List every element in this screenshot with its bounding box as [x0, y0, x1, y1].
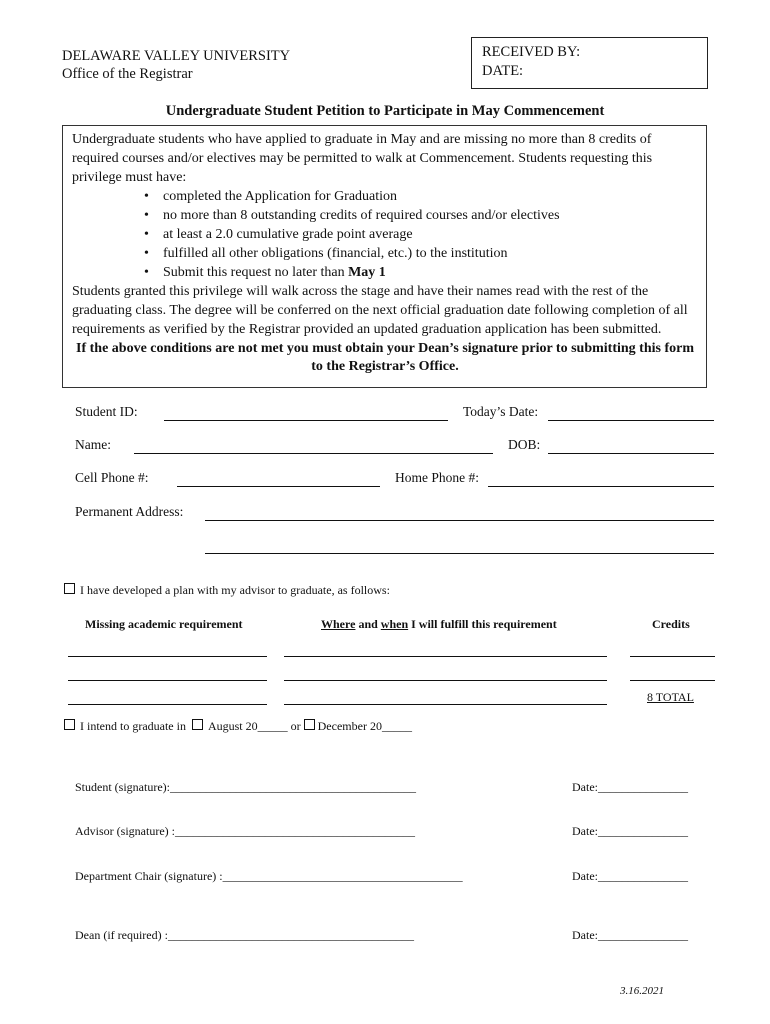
name-label: Name:	[75, 437, 111, 452]
dean-date-field[interactable]: Date:_______________	[572, 928, 688, 942]
requirement-field-2[interactable]	[68, 680, 267, 681]
advisor-date-field[interactable]: Date:_______________	[572, 824, 688, 838]
col-credits: Credits	[652, 617, 690, 631]
col-where: Where	[321, 617, 356, 631]
december-option: December 20_____	[317, 719, 412, 733]
todays-date-field[interactable]	[548, 420, 714, 421]
address-line-1-field[interactable]	[205, 520, 714, 521]
dean-signature-field[interactable]: Dean (if required) :_________________________________________	[75, 928, 414, 942]
col-missing-requirement: Missing academic requirement	[85, 617, 243, 631]
credits-field-1[interactable]	[630, 656, 715, 657]
fulfill-field-2[interactable]	[284, 680, 607, 681]
col-when: when	[380, 617, 409, 631]
university-name: DELAWARE VALLEY UNIVERSITY	[62, 48, 291, 64]
eligibility-body: Students granted this privilege will walk across the stage and have their names read with the rest of the graduating class. The degree will be conferred on the next official graduation date following completion of all requirements as verified by the Registrar provided an updated graduation application has been submitted.	[72, 284, 688, 337]
permanent-address-label: Permanent Address:	[75, 504, 184, 519]
august-checkbox[interactable]	[192, 719, 203, 730]
requirement-field-3[interactable]	[68, 704, 267, 705]
cell-phone-field[interactable]	[177, 486, 380, 487]
credits-total: 8 TOTAL	[647, 690, 694, 704]
student-id-field[interactable]	[164, 420, 448, 421]
received-by-label: RECEIVED BY:	[482, 44, 581, 60]
student-date-field[interactable]: Date:_______________	[572, 780, 688, 794]
requirement-item: • completed the Application for Graduation	[163, 187, 698, 206]
eligibility-intro: Undergraduate students who have applied to graduate in May and are missing no more than 8 credits of required courses and/or electives may be permitted to walk at Commencement. Students requesting this privilege must have:	[72, 132, 653, 185]
todays-date-label: Today’s Date:	[463, 404, 539, 419]
graduate-checkbox[interactable]	[64, 719, 75, 730]
requirement-item: • fulfilled all other obligations (financial, etc.) to the institution	[163, 244, 698, 263]
requirement-item: • no more than 8 outstanding credits of required courses and/or electives	[163, 206, 698, 225]
student-id-label: Student ID:	[75, 404, 138, 419]
dob-label: DOB:	[508, 437, 541, 452]
col-and: and	[355, 617, 381, 631]
home-phone-field[interactable]	[488, 486, 714, 487]
advisor-signature-field[interactable]: Advisor (signature) :________________________________________	[75, 824, 415, 838]
dob-field[interactable]	[548, 453, 714, 454]
graduate-label: I intend to graduate in	[80, 719, 186, 733]
department-chair-signature-field[interactable]: Department Chair (signature) :________________________________________	[75, 869, 463, 883]
december-checkbox[interactable]	[304, 719, 315, 730]
received-box	[471, 37, 708, 89]
plan-checkbox[interactable]	[64, 583, 75, 594]
home-phone-label: Home Phone #:	[395, 470, 479, 485]
received-date-label: DATE:	[482, 63, 524, 79]
plan-checkbox-label: I have developed a plan with my advisor to graduate, as follows:	[80, 583, 390, 597]
requirement-item-deadline	[163, 263, 698, 282]
deadline-text: Submit this request no later than	[163, 265, 349, 280]
eligibility-box	[62, 125, 707, 388]
cell-phone-label: Cell Phone #:	[75, 470, 149, 485]
deadline-date: May 1	[348, 265, 386, 280]
credits-field-2[interactable]	[630, 680, 715, 681]
address-line-2-field[interactable]	[205, 553, 714, 554]
page-title: Undergraduate Student Petition to Participate in May Commencement	[165, 103, 605, 119]
graduate-intent-row	[64, 719, 412, 734]
fulfill-field-3[interactable]	[284, 704, 607, 705]
plan-checkbox-row	[64, 583, 390, 598]
dean-warning: If the above conditions are not met you must obtain your Dean’s signature prior to submitting this form to the Registrar’s Office.	[76, 341, 694, 374]
or-text: or	[290, 719, 301, 733]
fulfill-field-1[interactable]	[284, 656, 607, 657]
requirement-field-1[interactable]	[68, 656, 267, 657]
name-field[interactable]	[134, 453, 493, 454]
august-option: August 20_____	[207, 719, 288, 733]
university-header	[62, 47, 290, 83]
requirements-list	[72, 187, 698, 282]
col-rest: I will fulfill this requirement	[408, 617, 557, 631]
requirement-item: • at least a 2.0 cumulative grade point average	[163, 225, 698, 244]
form-version: 3.16.2021	[620, 985, 664, 997]
department-chair-date-field[interactable]: Date:_______________	[572, 869, 688, 883]
student-signature-field[interactable]: Student (signature):_________________________________________	[75, 780, 416, 794]
registrar-office: Office of the Registrar	[62, 66, 193, 82]
col-where-when	[321, 617, 557, 632]
